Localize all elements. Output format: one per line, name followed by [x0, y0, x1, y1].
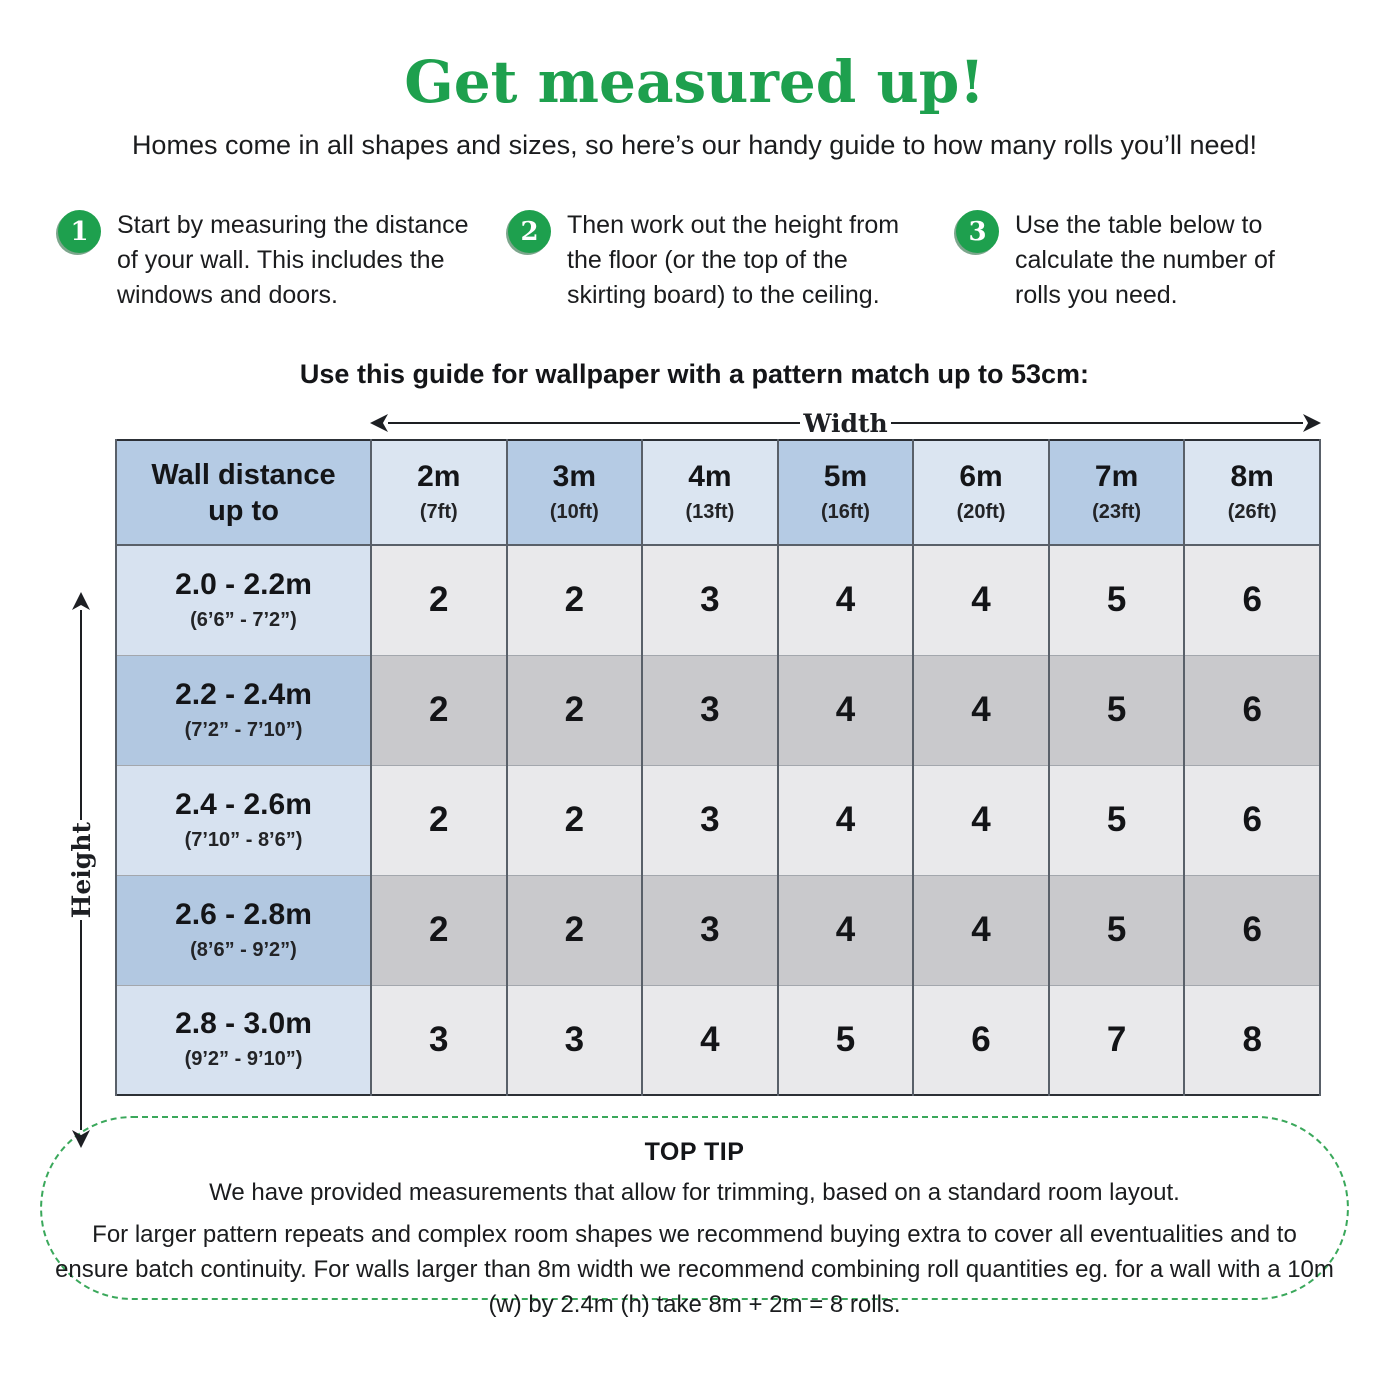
step-1-badge: 1 [58, 210, 101, 253]
steps-row [58, 208, 1349, 313]
row-header-2.4-2.6m [116, 765, 371, 875]
cell-value: 2 [429, 910, 449, 949]
cell-value: 2 [429, 580, 449, 620]
table-cell [507, 985, 643, 1095]
step-2 [508, 208, 956, 313]
column-metric: 5m [823, 460, 868, 493]
cell-value: 4 [971, 690, 991, 729]
step-3-badge: 3 [956, 210, 999, 253]
table-cell [642, 875, 778, 985]
cell-value: 7 [1106, 1019, 1127, 1059]
table-row [116, 655, 1320, 765]
cell-value: 4 [835, 800, 856, 839]
column-header-6m [913, 440, 1049, 545]
column-header-8m [1184, 440, 1320, 545]
table-cell [507, 545, 643, 655]
cell-value: 4 [835, 580, 856, 620]
cell-value: 4 [835, 910, 856, 949]
table-guide-heading: Use this guide for wallpaper with a pattern match up to 53cm: [299, 359, 1090, 389]
table-cell [778, 655, 914, 765]
row-header-2.0-2.2m [116, 545, 371, 655]
cell-value: 3 [700, 690, 720, 729]
row-imperial: (7’2” - 7’10”) [184, 718, 303, 741]
column-imperial: (7ft) [419, 501, 458, 523]
step-2-badge: 2 [508, 210, 551, 253]
column-metric: 8m [1230, 460, 1274, 493]
table-cell [778, 985, 914, 1095]
cell-value: 3 [700, 800, 720, 839]
cell-value: 5 [1106, 580, 1127, 620]
height-arrow-line [80, 920, 83, 1130]
table-cell [1184, 545, 1320, 655]
row-header-2.8-3.0m [116, 985, 371, 1095]
arrowhead-down-icon [72, 1130, 90, 1148]
table-cell [913, 545, 1049, 655]
table-cell [507, 765, 643, 875]
cell-value: 2 [429, 690, 449, 729]
corner-header-line2: up to [208, 494, 279, 527]
cell-value: 6 [1242, 910, 1262, 949]
column-imperial: (13ft) [685, 501, 735, 523]
cell-value: 5 [835, 1019, 856, 1059]
row-imperial: (6’6” - 7’2”) [190, 608, 297, 631]
width-arrow-line [388, 422, 800, 425]
width-axis-label: Width [803, 408, 888, 438]
top-tip-box [40, 1116, 1349, 1318]
corner-header [116, 440, 371, 545]
table-cell [1184, 875, 1320, 985]
step-2-text: Then work out the height from the floor (or the top of the skirting board) to the ceiling. [567, 211, 900, 309]
cell-value: 4 [971, 800, 991, 839]
cell-value: 2 [429, 800, 449, 839]
cell-value: 4 [835, 690, 856, 729]
row-metric: 2.2 - 2.4m [175, 677, 312, 711]
column-header-3m [507, 440, 643, 545]
column-imperial: (20ft) [956, 501, 1006, 523]
row-header-2.2-2.4m [116, 655, 371, 765]
column-metric: 6m [959, 460, 1003, 493]
cell-value: 5 [1106, 690, 1127, 729]
column-metric: 4m [688, 460, 732, 493]
table-cell [642, 545, 778, 655]
cell-value: 6 [1242, 580, 1262, 620]
table-cell [507, 875, 643, 985]
corner-header-line1: Wall distance [151, 458, 336, 491]
column-metric: 3m [552, 460, 597, 493]
cell-value: 5 [1106, 800, 1127, 839]
top-tip-line2: For larger pattern repeats and complex room shapes we recommend buying extra to cover all eventualities and to ensure batch continuity. For walls larger than 8m width we recommend combining roll quantities eg. for a wall with a 10m (w) by 2.4m (h) take 8m + 2m = 8 rolls. [55, 1221, 1334, 1318]
height-axis-label: Height [66, 821, 96, 919]
table-cell [913, 655, 1049, 765]
cell-value: 4 [700, 1019, 720, 1059]
row-imperial: (8’6” - 9’2”) [190, 938, 297, 961]
table-cell [642, 765, 778, 875]
row-imperial: (9’2” - 9’10”) [184, 1048, 303, 1071]
table-row [116, 875, 1320, 985]
cell-value: 6 [971, 1019, 991, 1059]
table-cell [371, 765, 507, 875]
cell-value: 8 [1242, 1019, 1262, 1059]
table-cell [778, 875, 914, 985]
cell-value: 2 [564, 910, 585, 949]
table-cell [1049, 545, 1185, 655]
table-zone [115, 408, 1321, 1096]
table-cell [1184, 765, 1320, 875]
column-metric: 2m [417, 460, 461, 493]
column-imperial: (16ft) [821, 501, 870, 523]
cell-value: 5 [1106, 910, 1127, 949]
cell-value: 4 [971, 910, 991, 949]
table-cell [371, 875, 507, 985]
row-metric: 2.6 - 2.8m [175, 897, 312, 931]
width-axis-arrow [370, 408, 1321, 438]
column-header-2m [371, 440, 507, 545]
table-cell [778, 545, 914, 655]
table-header-row [116, 440, 1320, 545]
cell-value: 6 [1242, 690, 1262, 729]
step-1-text: Start by measuring the distance of your wall. This includes the windows and doors. [117, 211, 469, 309]
page-title: Get measured up! [404, 48, 985, 116]
table-cell [1049, 875, 1185, 985]
column-imperial: (10ft) [549, 501, 599, 523]
table-row [116, 545, 1320, 655]
table-cell [642, 985, 778, 1095]
table-row [116, 985, 1320, 1095]
column-imperial: (26ft) [1227, 501, 1277, 523]
rolls-table [115, 439, 1321, 1096]
row-header-2.6-2.8m [116, 875, 371, 985]
table-cell [1049, 985, 1185, 1095]
column-header-4m [642, 440, 778, 545]
table-cell [778, 765, 914, 875]
row-imperial: (7’10” - 8’6”) [184, 828, 303, 851]
page-subtitle: Homes come in all shapes and sizes, so here’s our handy guide to how many rolls you’ll need! [131, 130, 1258, 160]
row-metric: 2.8 - 3.0m [175, 1007, 312, 1041]
cell-value: 2 [564, 800, 585, 839]
table-cell [371, 545, 507, 655]
cell-value: 3 [564, 1019, 585, 1059]
cell-value: 3 [700, 910, 720, 949]
arrowhead-right-icon [1303, 414, 1321, 432]
table-cell [913, 765, 1049, 875]
table-cell [642, 655, 778, 765]
column-metric: 7m [1094, 460, 1139, 493]
table-cell [1049, 655, 1185, 765]
cell-value: 4 [971, 580, 991, 620]
step-1 [58, 208, 508, 313]
cell-value: 6 [1242, 800, 1262, 839]
step-3-text: Use the table below to calculate the number of rolls you need. [1015, 211, 1275, 309]
row-metric: 2.0 - 2.2m [175, 567, 312, 601]
top-tip-line1: We have provided measurements that allow for trimming, based on a standard room layout. [209, 1179, 1180, 1206]
height-arrow-line [80, 610, 83, 820]
arrowhead-left-icon [370, 414, 388, 432]
step-3 [956, 208, 1336, 313]
width-arrow-line [891, 422, 1303, 425]
column-header-5m [778, 440, 914, 545]
table-row [116, 765, 1320, 875]
arrowhead-up-icon [72, 592, 90, 610]
row-metric: 2.4 - 2.6m [175, 787, 312, 821]
top-tip-heading: TOP TIP [644, 1138, 745, 1166]
table-cell [371, 655, 507, 765]
table-cell [1184, 655, 1320, 765]
table-cell [1184, 985, 1320, 1095]
cell-value: 2 [564, 690, 585, 729]
height-axis-arrow [60, 592, 102, 1148]
cell-value: 3 [429, 1019, 449, 1059]
column-imperial: (23ft) [1092, 501, 1142, 523]
table-cell [1049, 765, 1185, 875]
table-cell [371, 985, 507, 1095]
table-cell [913, 985, 1049, 1095]
table-cell [507, 655, 643, 765]
table-cell [913, 875, 1049, 985]
cell-value: 2 [564, 580, 585, 620]
cell-value: 3 [700, 580, 720, 620]
column-header-7m [1049, 440, 1185, 545]
